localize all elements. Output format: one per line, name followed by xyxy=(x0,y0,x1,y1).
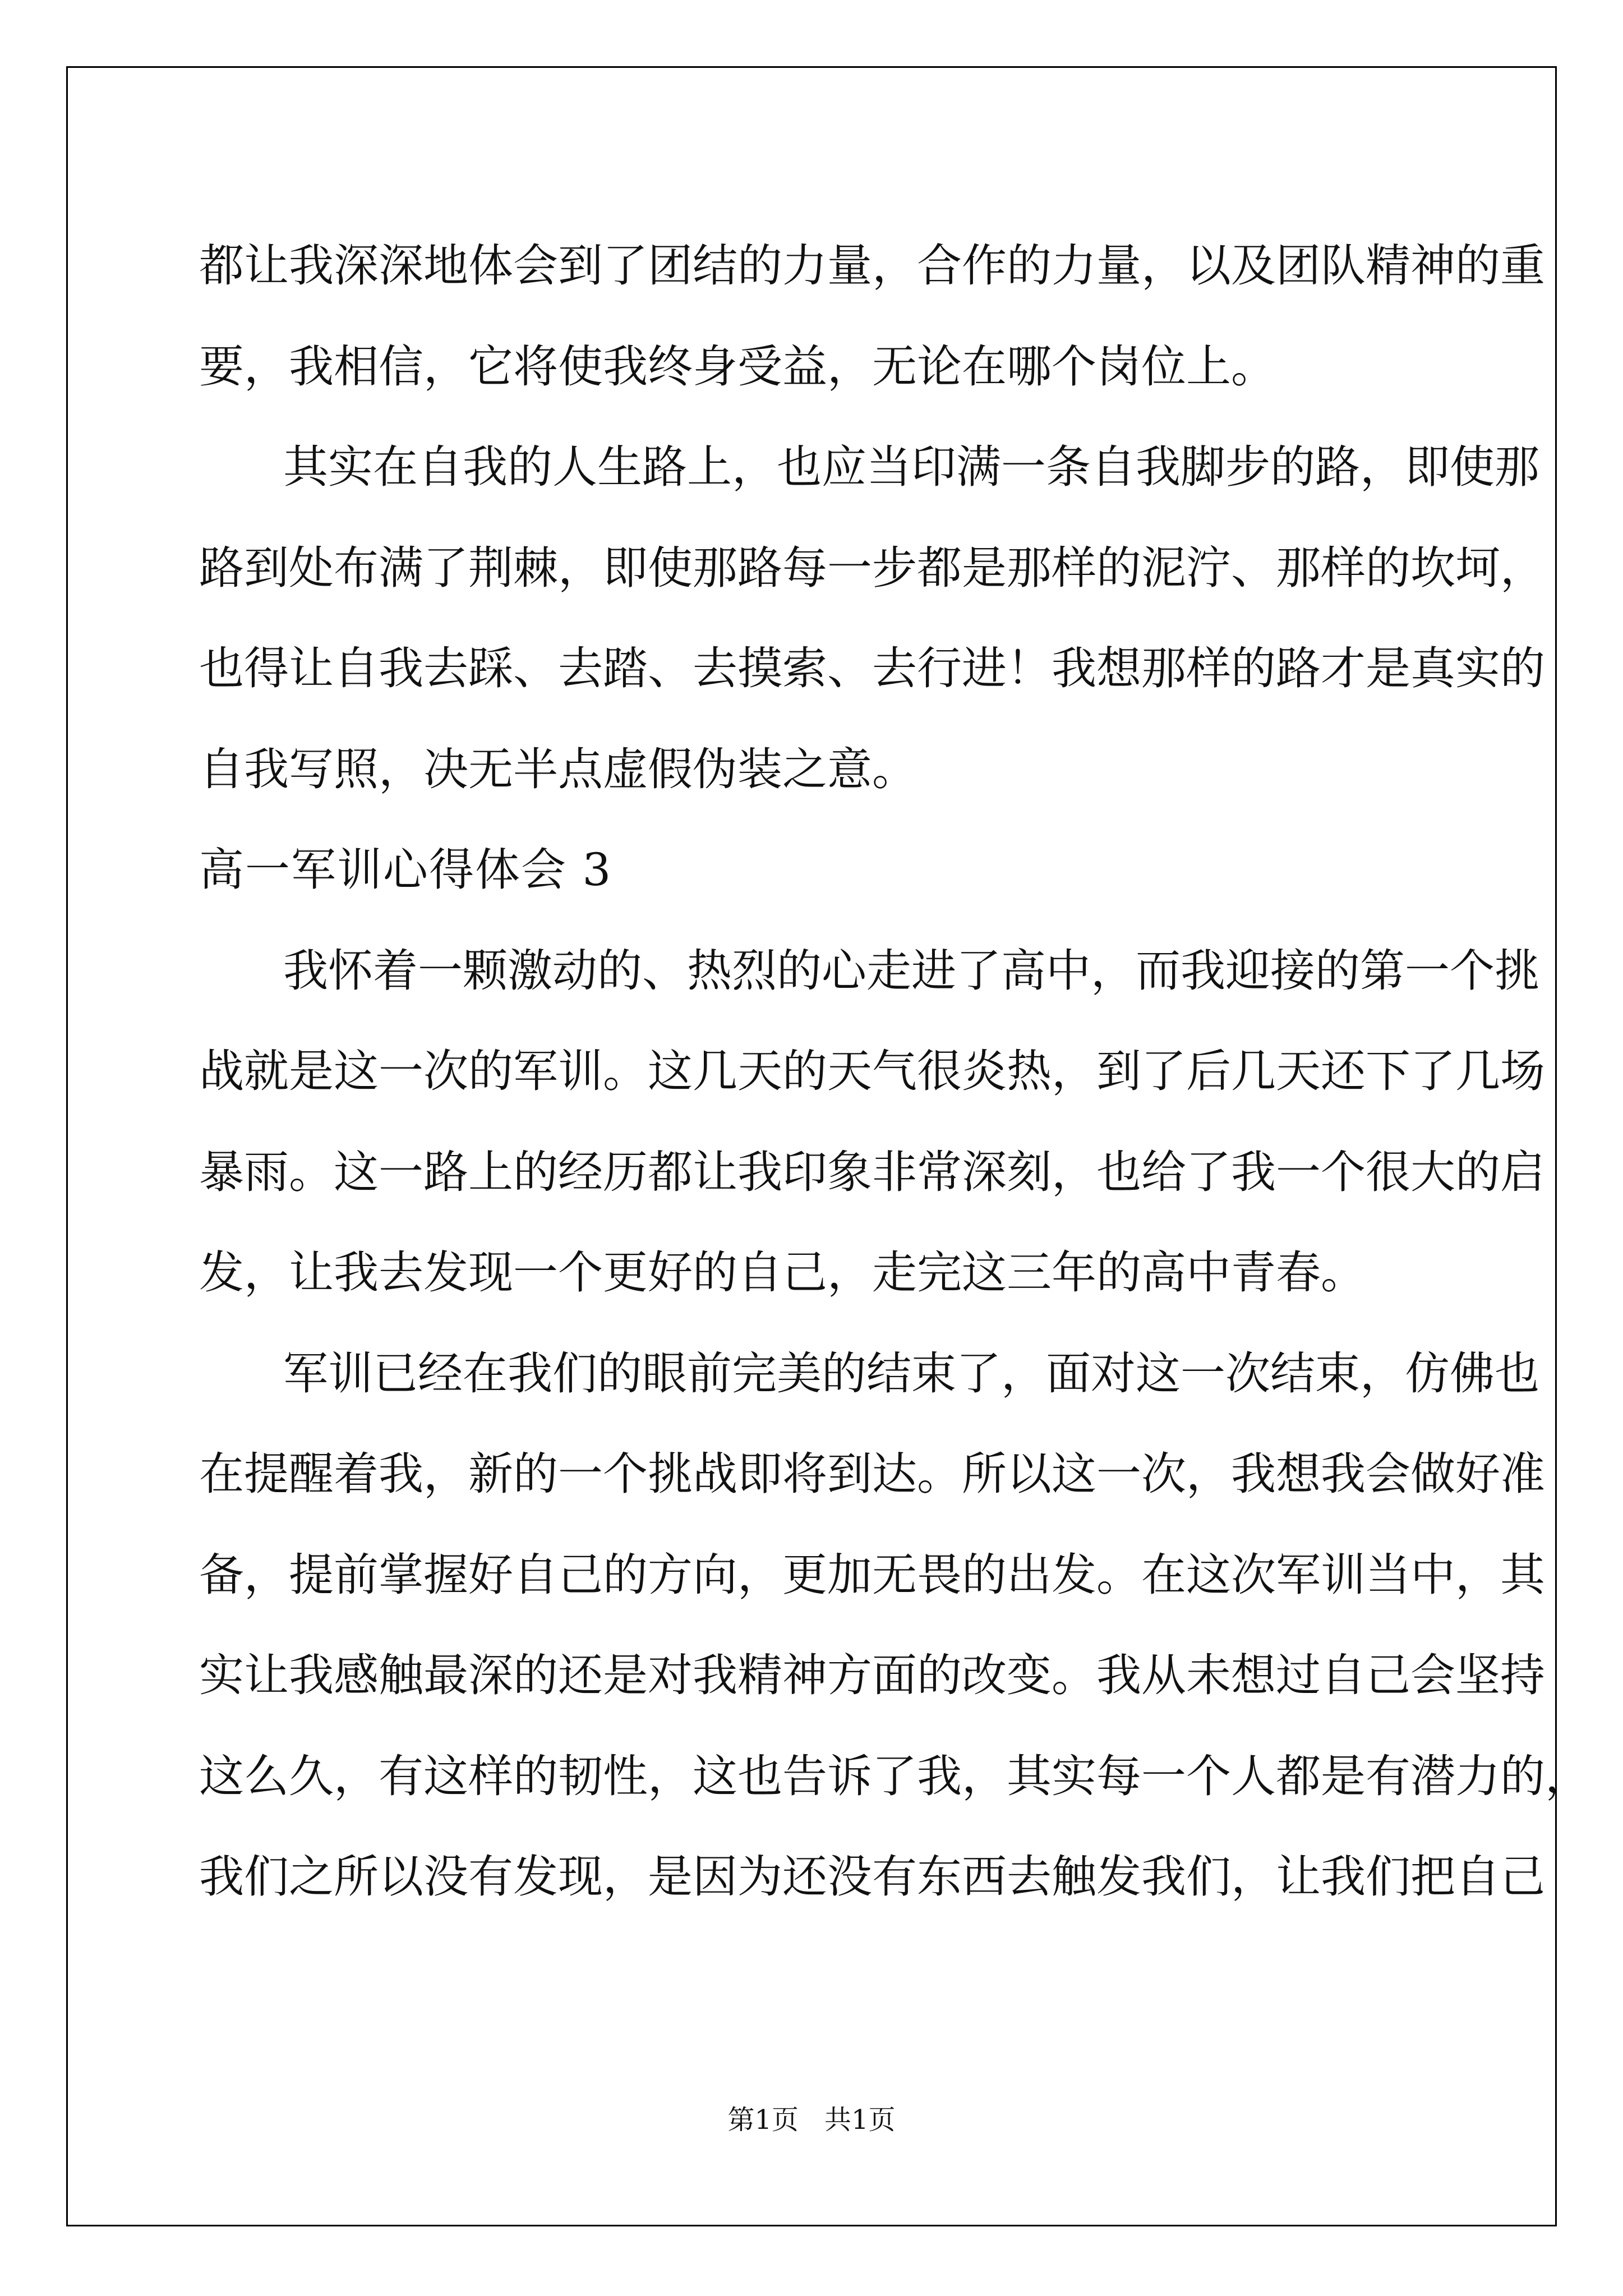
text-line-6: 自我写照，决无半点虚假伪装之意。 xyxy=(199,743,917,795)
text-line-15: 实让我感触最深的还是对我精神方面的改变。我从未想过自己会坚持 xyxy=(199,1649,1545,1701)
text-line-1: 都让我深深地体会到了团结的力量，合作的力量，以及团队精神的重 xyxy=(199,240,1545,292)
page-total: 共1页 xyxy=(824,2104,896,2136)
page-footer xyxy=(0,2098,1623,2137)
text-line-17: 我们之所以没有发现，是因为还没有东西去触发我们，让我们把自己 xyxy=(199,1851,1545,1903)
text-line-11: 发，让我去发现一个更好的自己，走完这三年的高中青春。 xyxy=(199,1246,1366,1299)
text-line-2: 要，我相信，它将使我终身受益，无论在哪个岗位上。 xyxy=(199,340,1276,393)
section-heading: 高一军训心得体会 3 xyxy=(199,844,612,896)
page-number: 第1页 xyxy=(727,2104,799,2136)
text-line-9: 战就是这一次的军训。这几天的天气很炎热，到了后几天还下了几场 xyxy=(199,1045,1545,1097)
text-line-5: 也得让自我去踩、去踏、去摸索、去行进！我想那样的路才是真实的 xyxy=(199,642,1545,694)
text-line-4: 路到处布满了荆棘，即使那路每一步都是那样的泥泞、那样的坎坷， xyxy=(199,541,1545,594)
text-line-16: 这么久，有这样的韧性，这也告诉了我，其实每一个人都是有潜力的， xyxy=(199,1750,1590,1802)
text-line-8: 我怀着一颗激动的、热烈的心走进了高中，而我迎接的第一个挑 xyxy=(283,944,1539,997)
text-line-10: 暴雨。这一路上的经历都让我印象非常深刻，也给了我一个很大的启 xyxy=(199,1145,1545,1198)
text-line-13: 在提醒着我，新的一个挑战即将到达。所以这一次，我想我会做好准 xyxy=(199,1448,1545,1500)
text-line-12: 军训已经在我们的眼前完美的结束了，面对这一次结束，仿佛也 xyxy=(283,1347,1539,1400)
document-body xyxy=(199,215,1590,1927)
text-line-14: 备，提前掌握好自己的方向，更加无畏的出发。在这次军训当中，其 xyxy=(199,1548,1545,1601)
text-line-3: 其实在自我的人生路上，也应当印满一条自我脚步的路，即使那 xyxy=(283,441,1539,493)
